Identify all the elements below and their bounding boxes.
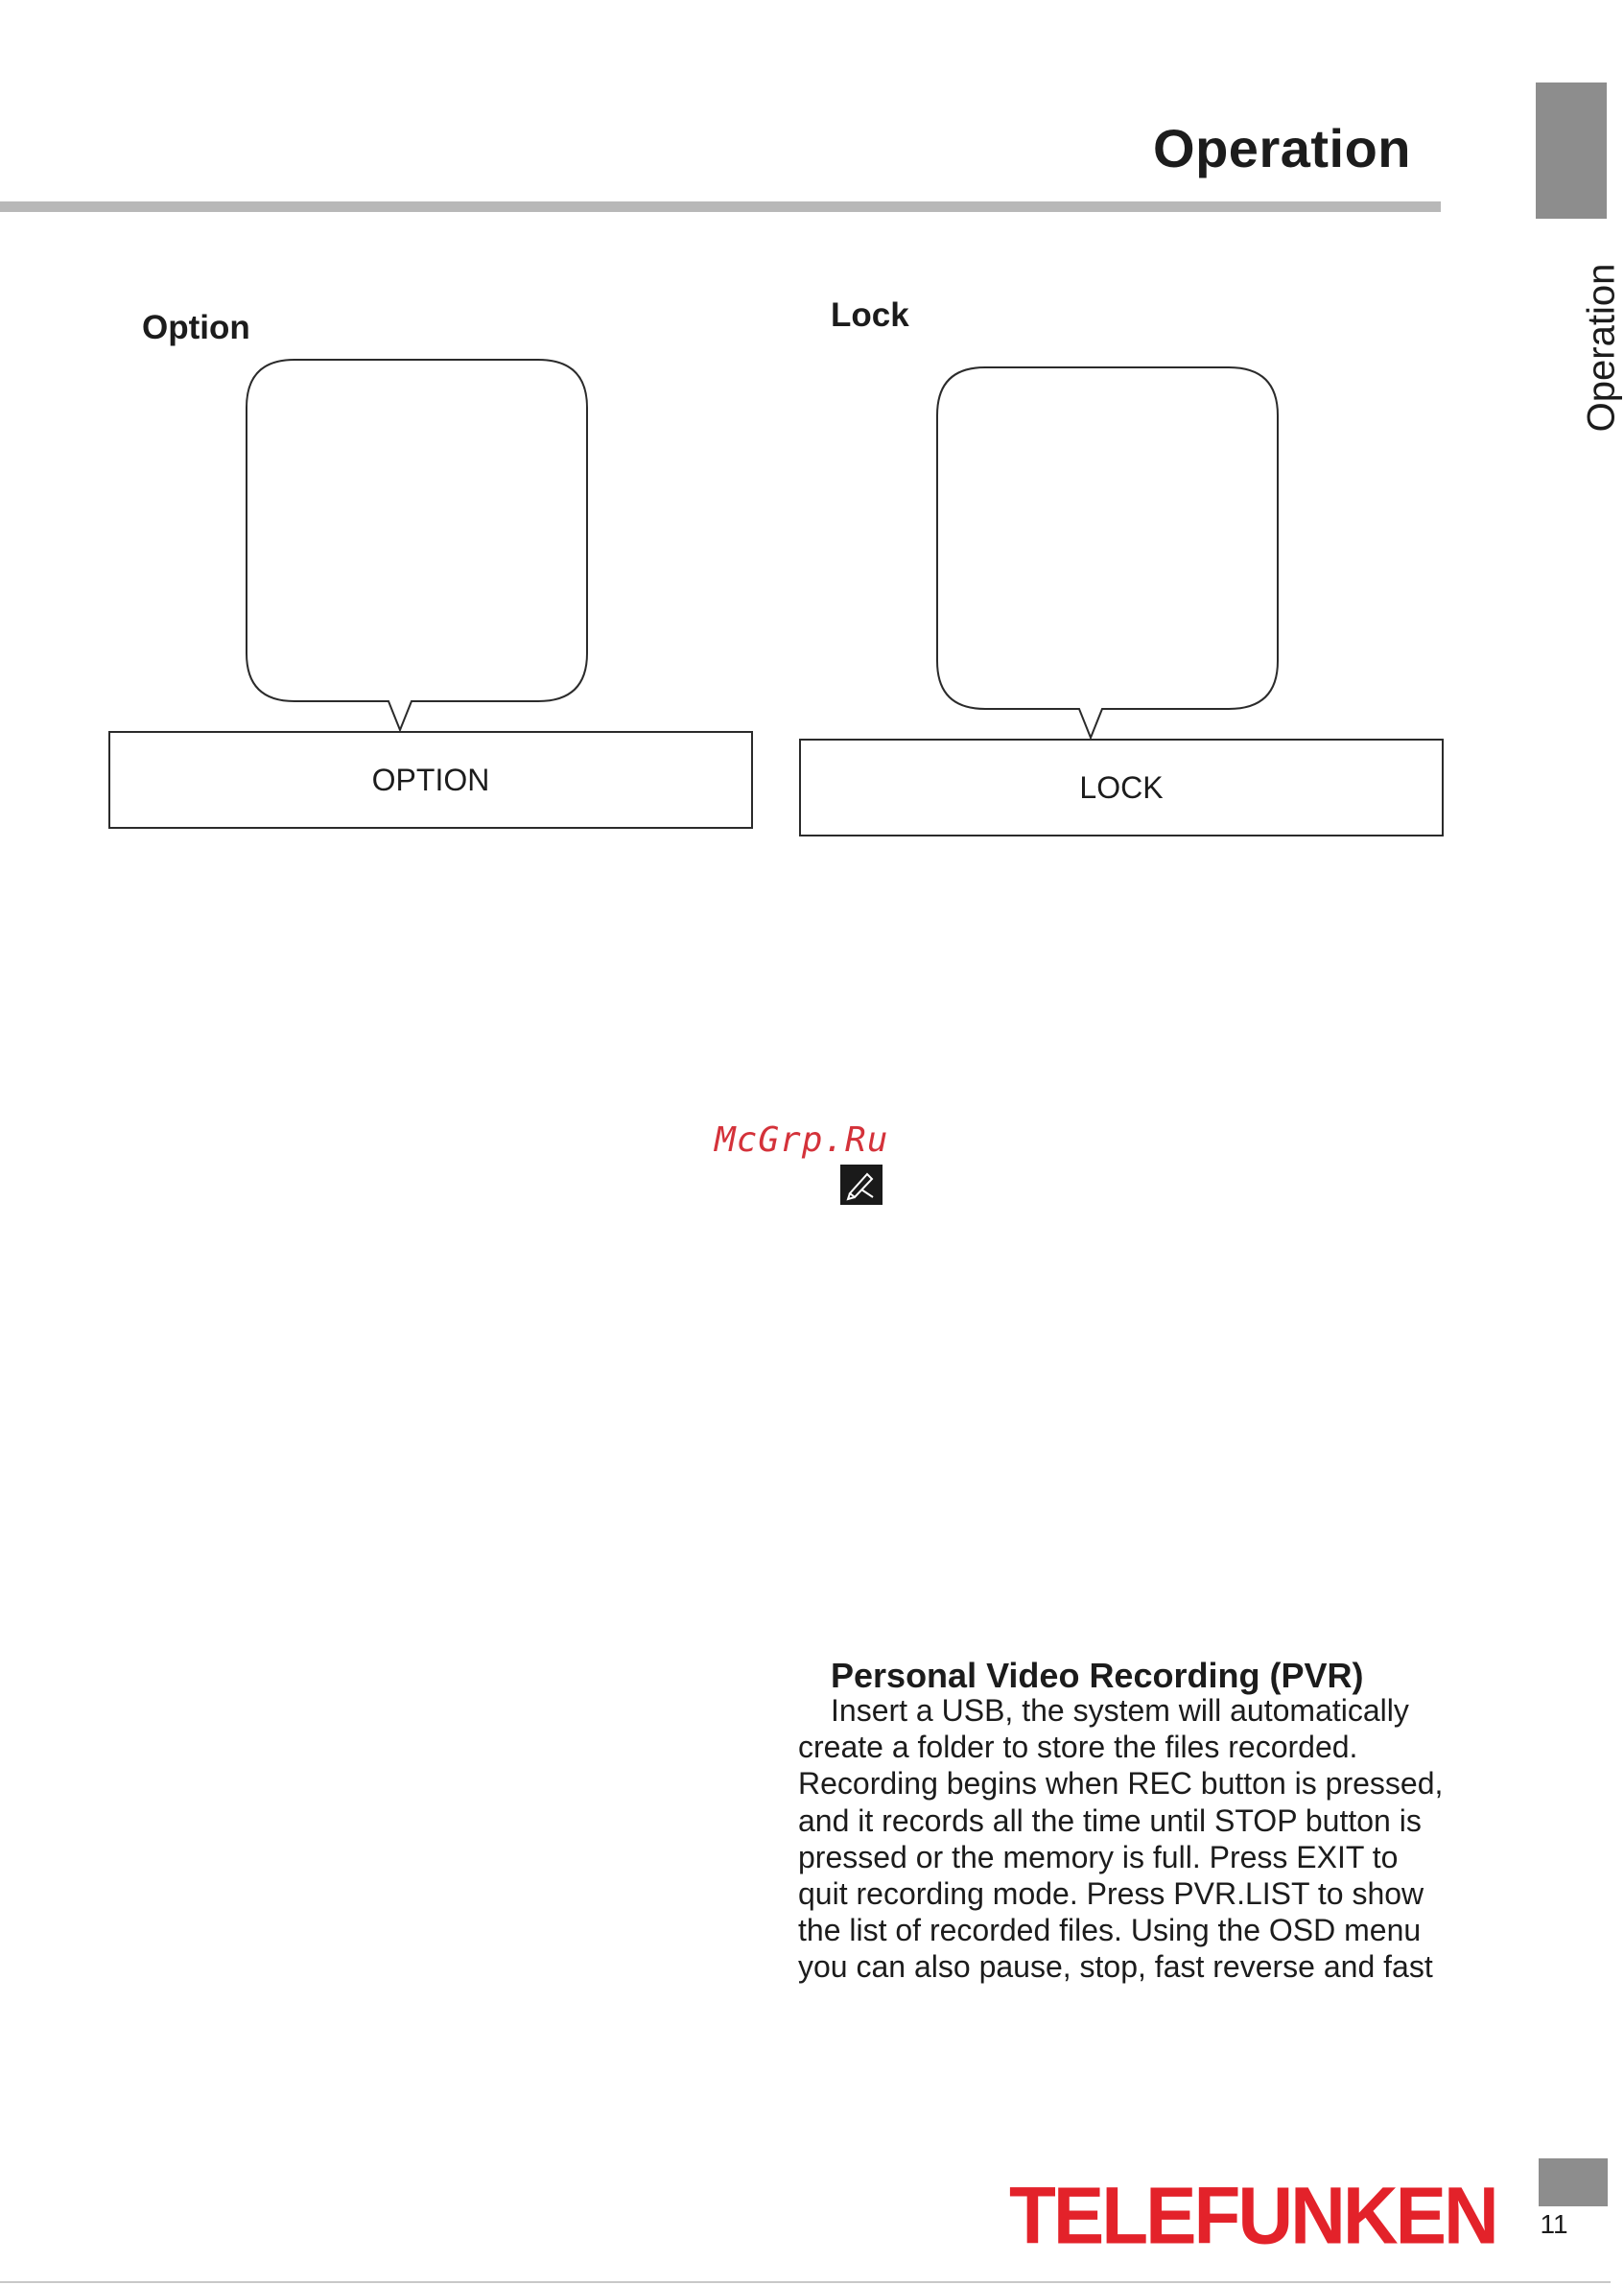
option-menu-caption: OPTION [371,762,490,797]
pvr-line: Recording begins when REC button is pressed, [798,1766,1444,1802]
side-tab-label: Operation [1580,263,1623,433]
option-menu-box [108,731,753,829]
lock-callout-bubble [935,365,1285,744]
option-callout-bubble [245,358,595,737]
brand-logo: TELEFUNKEN [1009,2171,1496,2261]
lock-section-label: Lock [831,296,909,334]
pvr-line: quit recording mode. Press PVR.LIST to show [798,1876,1424,1912]
page-number: 11 [1540,2209,1568,2239]
pen-icon [840,1165,883,1205]
header-rule [0,201,1441,212]
pvr-line: Insert a USB, the system will automatically [831,1693,1409,1728]
pvr-heading: Personal Video Recording (PVR) [831,1656,1364,1695]
lock-menu-caption: LOCK [1079,769,1164,805]
side-tab-marker [1536,82,1607,219]
pvr-line: and it records all the time until STOP button is [798,1802,1422,1838]
bottom-rule [0,2281,1611,2283]
pvr-line: create a folder to store the files recorded. [798,1730,1358,1765]
pvr-paragraph [798,1692,1460,1986]
lock-menu-box [799,739,1444,836]
pvr-line: the list of recorded files. Using the OSD menu [798,1913,1422,1948]
page-number-tab [1539,2158,1608,2206]
pvr-line: pressed or the memory is full. Press EXIT to [798,1839,1399,1874]
pvr-line: you can also pause, stop, fast reverse and fast [798,1949,1433,1985]
page-title: Operation [1153,118,1411,178]
option-section-label: Option [142,309,250,346]
watermark-text: McGrp.Ru [715,1120,889,1160]
